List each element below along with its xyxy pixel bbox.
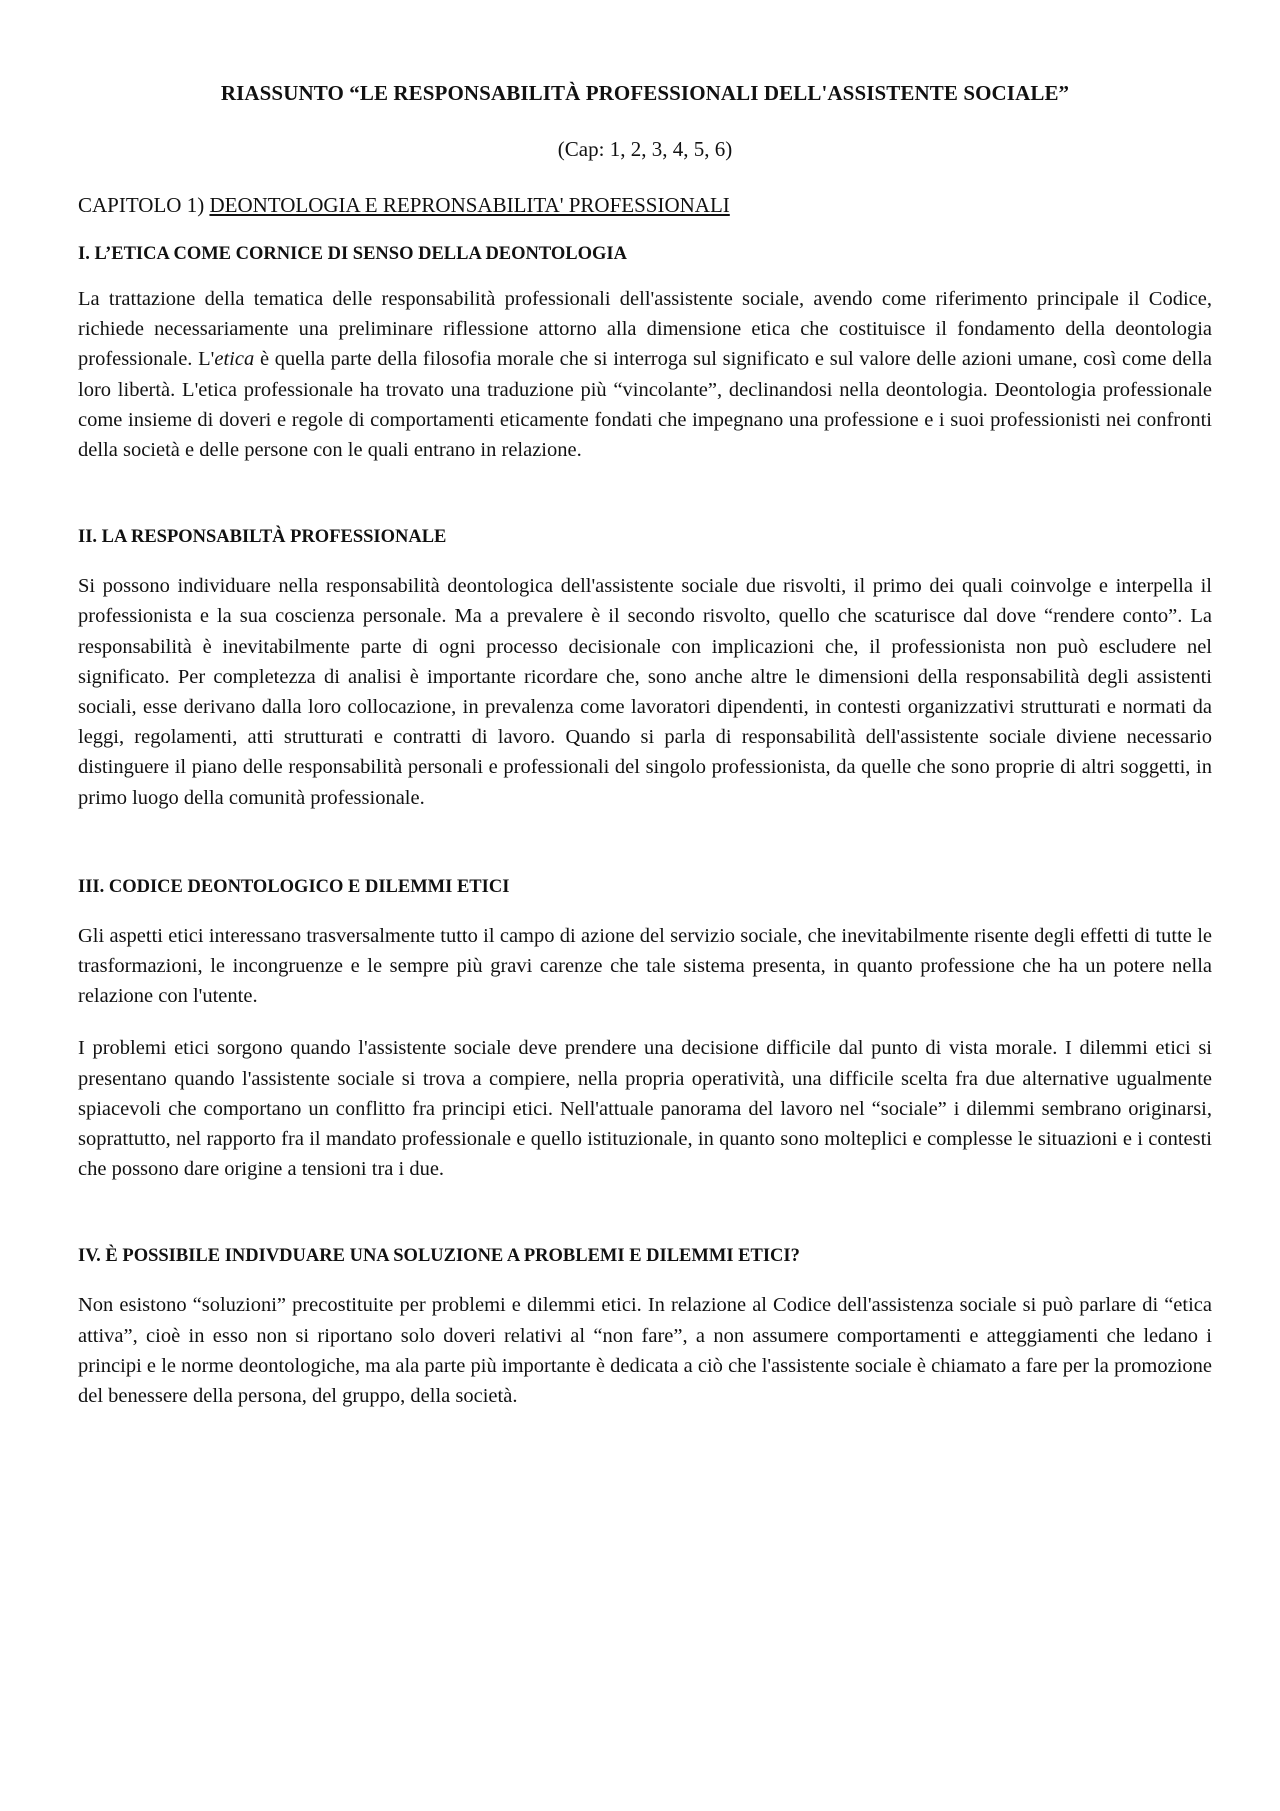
document-page <box>78 78 1212 1411</box>
paragraph-text-before: La trattazione della tematica delle responsabilità professionali dell'assistente sociale, avendo come riferimento principale il Codice, richiede necessariamente una preliminare riflessione attorno alla dimensione etica che costituisce il fondamento della deontologia professionale. L' <box>78 288 1212 371</box>
paragraph-text-after: è quella parte della filosofia morale che si interroga sul significato e sul valore delle azioni umane, così come della loro libertà. L'etica professionale ha trovato una traduzione più “vincolante”, declinandosi nella deontologia. Deontologia professionale come insieme di doveri e regole di comportamenti eticamente fondati che impegnano una professione e i suoi professionisti nei confronti della società e delle persone con le quali entrano in relazione. <box>78 348 1213 462</box>
chapter-name: DEONTOLOGIA E REPRONSABILITA' PROFESSIONALI <box>209 193 730 217</box>
section-4-paragraph-1: Non esistono “soluzioni” precostituite per problemi e dilemmi etici. In relazione al Codice dell'assistenza sociale si può parlare di “etica attiva”, cioè in esso non si riportano solo doveri relativi al “non fare”, a non assumere comportamenti e atteggiamenti che ledano i principi e le norme deontologiche, ma ala parte più importante è dedicata a ciò che l'assistente sociale è chiamato a fare per la promozione del benessere della persona, del gruppo, della società. <box>78 1294 1212 1408</box>
section-heading-4: IV. È POSSIBILE INDIVDUARE UNA SOLUZIONE A PROBLEMI E DILEMMI ETICI? <box>78 1246 800 1267</box>
section-heading-3: III. CODICE DEONTOLOGICO E DILEMMI ETICI <box>78 876 510 897</box>
section-heading-2: II. LA RESPONSABILTÀ PROFESSIONALE <box>78 527 447 548</box>
document-title: RIASSUNTO “LE RESPONSABILITÀ PROFESSIONALI DELL'ASSISTENTE SOCIALE” <box>220 81 1070 105</box>
section-1-paragraph-1 <box>78 284 1212 465</box>
section-2-paragraph-1: Si possono individuare nella responsabilità deontologica dell'assistente sociale due risvolti, il primo dei quali coinvolge e interpella il professionista e la sua coscienza personale. Ma a prevalere è il secondo risvolto, quello che scaturisce dal dove “rendere conto”. La responsabilità è inevitabilmente parte di ogni processo decisionale con implicazioni che, il professionista non può escludere nel significato. Per completezza di analisi è importante ricordare che, sono anche altre le dimensioni della responsabilità degli assistenti sociali, esse derivano dalla loro collocazione, in prevalenza come lavoratori dipendenti, in contesti organizzativi strutturati e normati da leggi, regolamenti, atti strutturati e contratti di lavoro. Quando si parla di responsabilità dell'assistente sociale diviene necessario distinguere il piano delle responsabilità personali e professionali del singolo professionista, da quelle che sono proprie di altri soggetti, in primo luogo della comunità professionale. <box>78 575 1212 809</box>
chapter-prefix: CAPITOLO 1) <box>78 193 210 217</box>
section-heading-1: I. L’ETICA COME CORNICE DI SENSO DELLA DEONTOLOGIA <box>78 244 627 264</box>
chapter-heading <box>78 190 1212 220</box>
section-3-paragraph-1: Gli aspetti etici interessano trasversalmente tutto il campo di azione del servizio sociale, che inevitabilmente risente degli effetti di tutte le trasformazioni, le incongruenze e le sempre più gravi carenze che tale sistema presenta, in quanto professione che ha un potere nella relazione con l'utente. <box>78 924 1212 1008</box>
emphasis-etica: etica <box>214 348 255 371</box>
section-3-paragraph-2: I problemi etici sorgono quando l'assistente sociale deve prendere una decisione difficile dal punto di vista morale. I dilemmi etici si presentano quando l'assistente sociale si trova a compiere, nella propria operatività, una difficile scelta fra due alternative ugualmente spiacevoli che comportano un conflitto fra principi etici. Nell'attuale panorama del lavoro nel “sociale” i dilemmi sembrano originarsi, soprattutto, nel rapporto fra il mandato professionale e quello istituzionale, in quanto sono molteplici e complesse le situazioni e i contesti che possono dare origine a tensioni tra i due. <box>78 1037 1212 1181</box>
document-subtitle: (Cap: 1, 2, 3, 4, 5, 6) <box>557 137 733 161</box>
